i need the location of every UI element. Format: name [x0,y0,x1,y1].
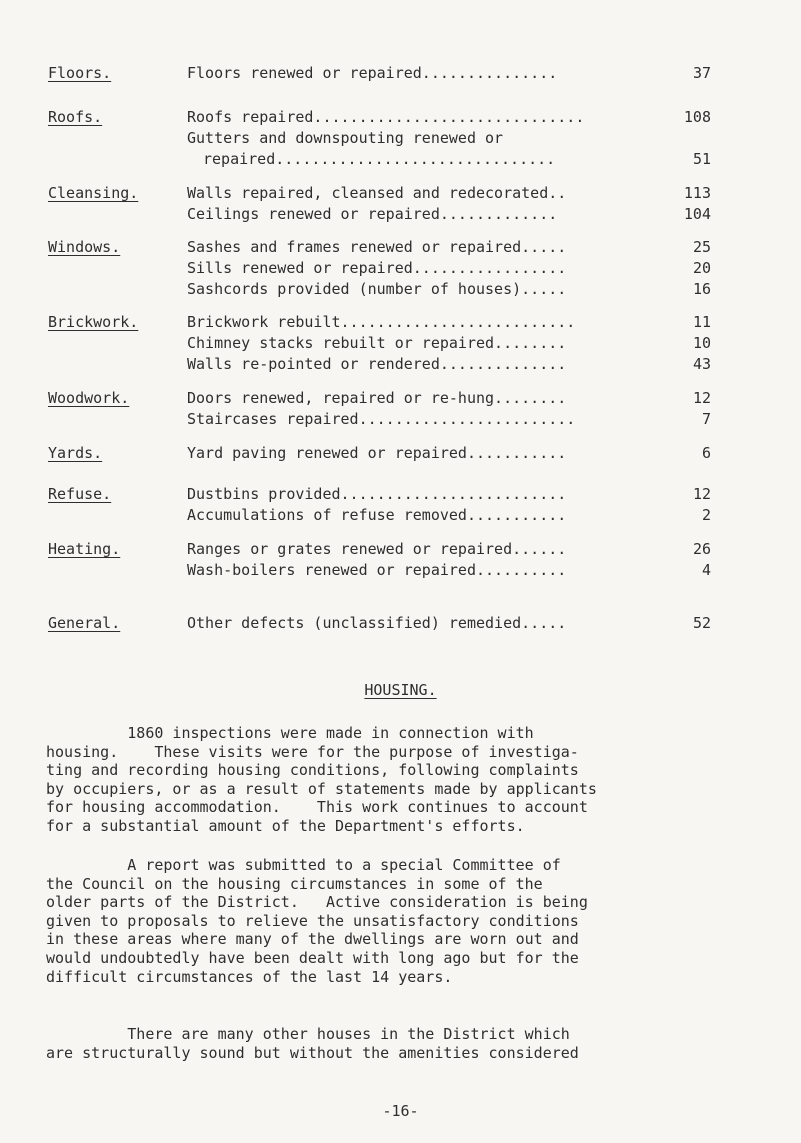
table-row [187,205,711,225]
row-value: 12 [692,485,711,503]
row-text: Brickwork rebuilt.......................... [187,313,576,331]
category-label: Cleansing. [48,184,139,202]
row-value: 6 [701,444,711,462]
category-label: Floors. [48,64,112,82]
row-value: 25 [692,238,711,256]
row-value: 10 [692,334,711,352]
row-text: Ranges or grates renewed or repaired...... [187,540,567,558]
table-row [187,334,711,354]
housing-heading: HOUSING. [364,681,437,699]
housing-paragraph-3: There are many other houses in the District which are structurally sound but without the amenities considered [46,1025,579,1062]
table-row [187,238,711,258]
category-label: Refuse. [48,485,112,503]
table-row [187,259,711,279]
row-text: Doors renewed, repaired or re-hung........ [187,389,567,407]
row-text: Yard paving renewed or repaired........... [187,444,567,462]
table-row [187,280,711,300]
table-row [187,410,711,430]
row-text: Gutters and downspouting renewed or [187,129,504,147]
category-label: Brickwork. [48,313,139,331]
row-value: 104 [683,205,711,223]
table-row [187,485,711,505]
row-value: 51 [692,150,711,168]
category-label: Heating. [48,540,121,558]
row-text: Walls repaired, cleansed and redecorated.. [187,184,567,202]
housing-paragraph-1: 1860 inspections were made in connection with housing. These visits were for the purpose of investiga- ting and recording housing conditions, following complaints by occupiers, or as a result of statements made by applicants for housing accommodation. This work continues to account for a substantial amount of the Department's efforts. [46,724,597,835]
row-text: Sashes and frames renewed or repaired..... [187,238,567,256]
row-value: 7 [701,410,711,428]
category-label: Woodwork. [48,389,130,407]
row-value: 2 [701,506,711,524]
table-row [187,108,711,128]
category-label: Roofs. [48,108,103,126]
row-text: repaired............................... [203,150,556,168]
table-row [187,540,711,560]
table-row [187,561,711,581]
category-label: Yards. [48,444,103,462]
page-number: -16- [382,1102,419,1120]
row-text: Staircases repaired........................ [187,410,576,428]
table-row [187,150,711,170]
row-value: 113 [683,184,711,202]
row-text: Ceilings renewed or repaired............. [187,205,558,223]
row-value: 108 [683,108,711,126]
row-value: 11 [692,313,711,331]
table-row [187,506,711,526]
category-label: General. [48,614,121,632]
row-text: Chimney stacks rebuilt or repaired........ [187,334,567,352]
row-value: 16 [692,280,711,298]
row-value: 52 [692,614,711,632]
table-row [187,355,711,375]
row-value: 4 [701,561,711,579]
row-value: 12 [692,389,711,407]
table-row [187,313,711,333]
category-label: Windows. [48,238,121,256]
table-row [187,614,711,634]
row-text: Sashcords provided (number of houses)..... [187,280,567,298]
row-value: 43 [692,355,711,373]
row-text: Sills renewed or repaired................. [187,259,567,277]
row-text: Floors renewed or repaired............... [187,64,558,82]
row-value: 26 [692,540,711,558]
row-value: 37 [692,64,711,82]
row-text: Roofs repaired.............................. [187,108,585,126]
row-text: Wash-boilers renewed or repaired.......... [187,561,567,579]
table-row [187,184,711,204]
row-text: Dustbins provided......................... [187,485,567,503]
row-text: Walls re-pointed or rendered.............. [187,355,567,373]
table-row [187,389,711,409]
row-text: Other defects (unclassified) remedied..... [187,614,567,632]
table-row [187,129,711,149]
row-text: Accumulations of refuse removed........... [187,506,567,524]
row-value: 20 [692,259,711,277]
table-row [187,64,711,84]
housing-paragraph-2: A report was submitted to a special Committee of the Council on the housing circumstances in some of the older parts of the District. Active consideration is being given to proposals to relieve the unsatisfactory conditions in these areas where many of the dwellings are worn out and would undoubtedly have been dealt with long ago but for the difficult circumstances of the last 14 years. [46,856,588,986]
table-row [187,444,711,464]
